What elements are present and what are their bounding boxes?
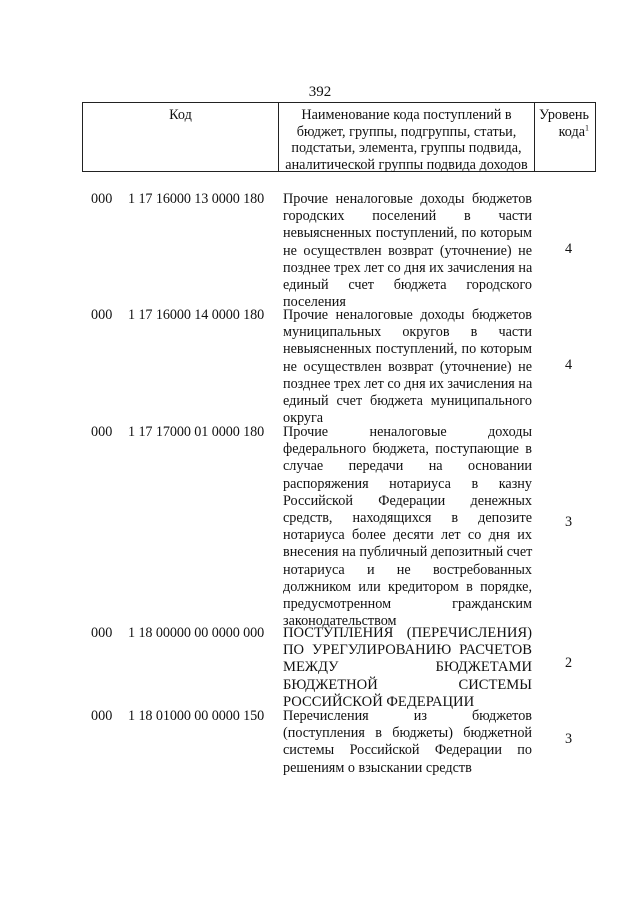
admin-code: 000 <box>91 708 113 724</box>
description-line: Перечисления из бюджетов <box>283 708 532 724</box>
income-code: 1 17 16000 13 0000 180 <box>128 191 265 207</box>
description-line: невыясненных поступлений, по которым <box>283 341 532 358</box>
table-row <box>0 625 640 713</box>
description-line: нотариуса более десяти лет со дня их <box>283 527 532 544</box>
description-line: Прочие неналоговые доходы бюджетов <box>283 191 532 207</box>
level-value: 3 <box>565 731 573 747</box>
description-line: РОССИЙСКОЙ ФЕДЕРАЦИИ <box>283 693 475 710</box>
header-level <box>535 103 595 171</box>
description-line: случае передачи на основании <box>283 458 532 475</box>
description-line: невыясненных поступлений, по которым <box>283 225 532 242</box>
income-code: 1 18 00000 00 0000 000 <box>128 625 265 641</box>
income-code: 1 18 01000 00 0000 150 <box>128 708 265 724</box>
header-code: Код <box>83 103 279 171</box>
level-value: 4 <box>565 357 573 373</box>
description-line: МЕЖДУ БЮДЖЕТАМИ <box>283 659 532 676</box>
description-line: федерального бюджета, поступающие в <box>283 441 532 458</box>
description-line: не осуществлен возврат (уточнение) не <box>283 358 532 375</box>
footnote-marker: 1 <box>585 122 589 132</box>
admin-code: 000 <box>91 191 113 207</box>
header-level-line2 <box>535 124 589 141</box>
description-line: поселения <box>283 294 346 311</box>
income-description <box>283 307 532 427</box>
header-name-line: аналитической группы подвида доходов <box>285 156 528 173</box>
income-description <box>283 191 532 311</box>
description-line: ПО УРЕГУЛИРОВАНИЮ РАСЧЕТОВ <box>283 642 532 659</box>
page-number: 392 <box>308 84 332 100</box>
income-description <box>283 625 532 711</box>
description-line: решениям о взыскании средств <box>283 759 472 776</box>
description-line: Прочие неналоговые доходы бюджетов <box>283 307 532 323</box>
table-row <box>0 307 640 428</box>
table-row <box>0 708 640 778</box>
income-code: 1 17 16000 14 0000 180 <box>128 307 265 323</box>
description-line: нотариуса и не востребованных <box>283 561 532 578</box>
description-line: системы Российской Федерации по <box>283 742 532 759</box>
description-line: позднее трех лет со дня их зачисления на <box>283 375 533 392</box>
description-line: законодательством <box>283 613 397 630</box>
header-level-text: кода <box>558 123 585 140</box>
level-value: 3 <box>565 514 573 530</box>
description-line: округа <box>283 410 324 427</box>
description-line: средств, находящихся в депозите <box>283 509 532 526</box>
income-description <box>283 708 532 777</box>
description-line: БЮДЖЕТНОЙ СИСТЕМЫ <box>283 676 532 693</box>
income-code: 1 17 17000 01 0000 180 <box>128 424 265 440</box>
admin-code: 000 <box>91 625 113 641</box>
table-row <box>0 191 640 312</box>
description-line: муниципальных округов в части <box>283 324 532 341</box>
header-name <box>279 103 535 171</box>
description-line: должником или кредитором в порядке, <box>283 578 532 595</box>
description-line: городских поселений в части <box>283 208 532 225</box>
level-value: 2 <box>565 655 573 671</box>
header-name-line: Наименование кода поступлений в <box>301 107 512 123</box>
table-row <box>0 424 640 631</box>
description-line: Российской Федерации денежных <box>283 492 532 509</box>
level-value: 4 <box>565 241 573 257</box>
description-line: не осуществлен возврат (уточнение) не <box>283 242 532 259</box>
income-description <box>283 424 532 630</box>
description-line: внесения на публичный депозитный счет <box>283 544 533 561</box>
table-header <box>82 102 596 172</box>
description-line: позднее трех лет со дня их зачисления на <box>283 259 533 276</box>
header-level-line1: Уровень <box>539 107 589 123</box>
description-line: распоряжения нотариуса в казну <box>283 475 532 492</box>
description-line: ПОСТУПЛЕНИЯ (ПЕРЕЧИСЛЕНИЯ) <box>283 625 532 641</box>
description-line: Прочие неналоговые доходы <box>283 424 532 440</box>
header-name-line: бюджет, группы, подгруппы, статьи, <box>296 123 517 140</box>
admin-code: 000 <box>91 424 113 440</box>
admin-code: 000 <box>91 307 113 323</box>
description-line: единый счет бюджета муниципального <box>283 392 532 409</box>
header-name-line: подстатьи, элемента, группы подвида, <box>291 140 522 157</box>
description-line: единый счет бюджета городского <box>283 276 532 293</box>
description-line: предусмотренном гражданским <box>283 595 532 612</box>
description-line: (поступления в бюджеты) бюджетной <box>283 725 532 742</box>
